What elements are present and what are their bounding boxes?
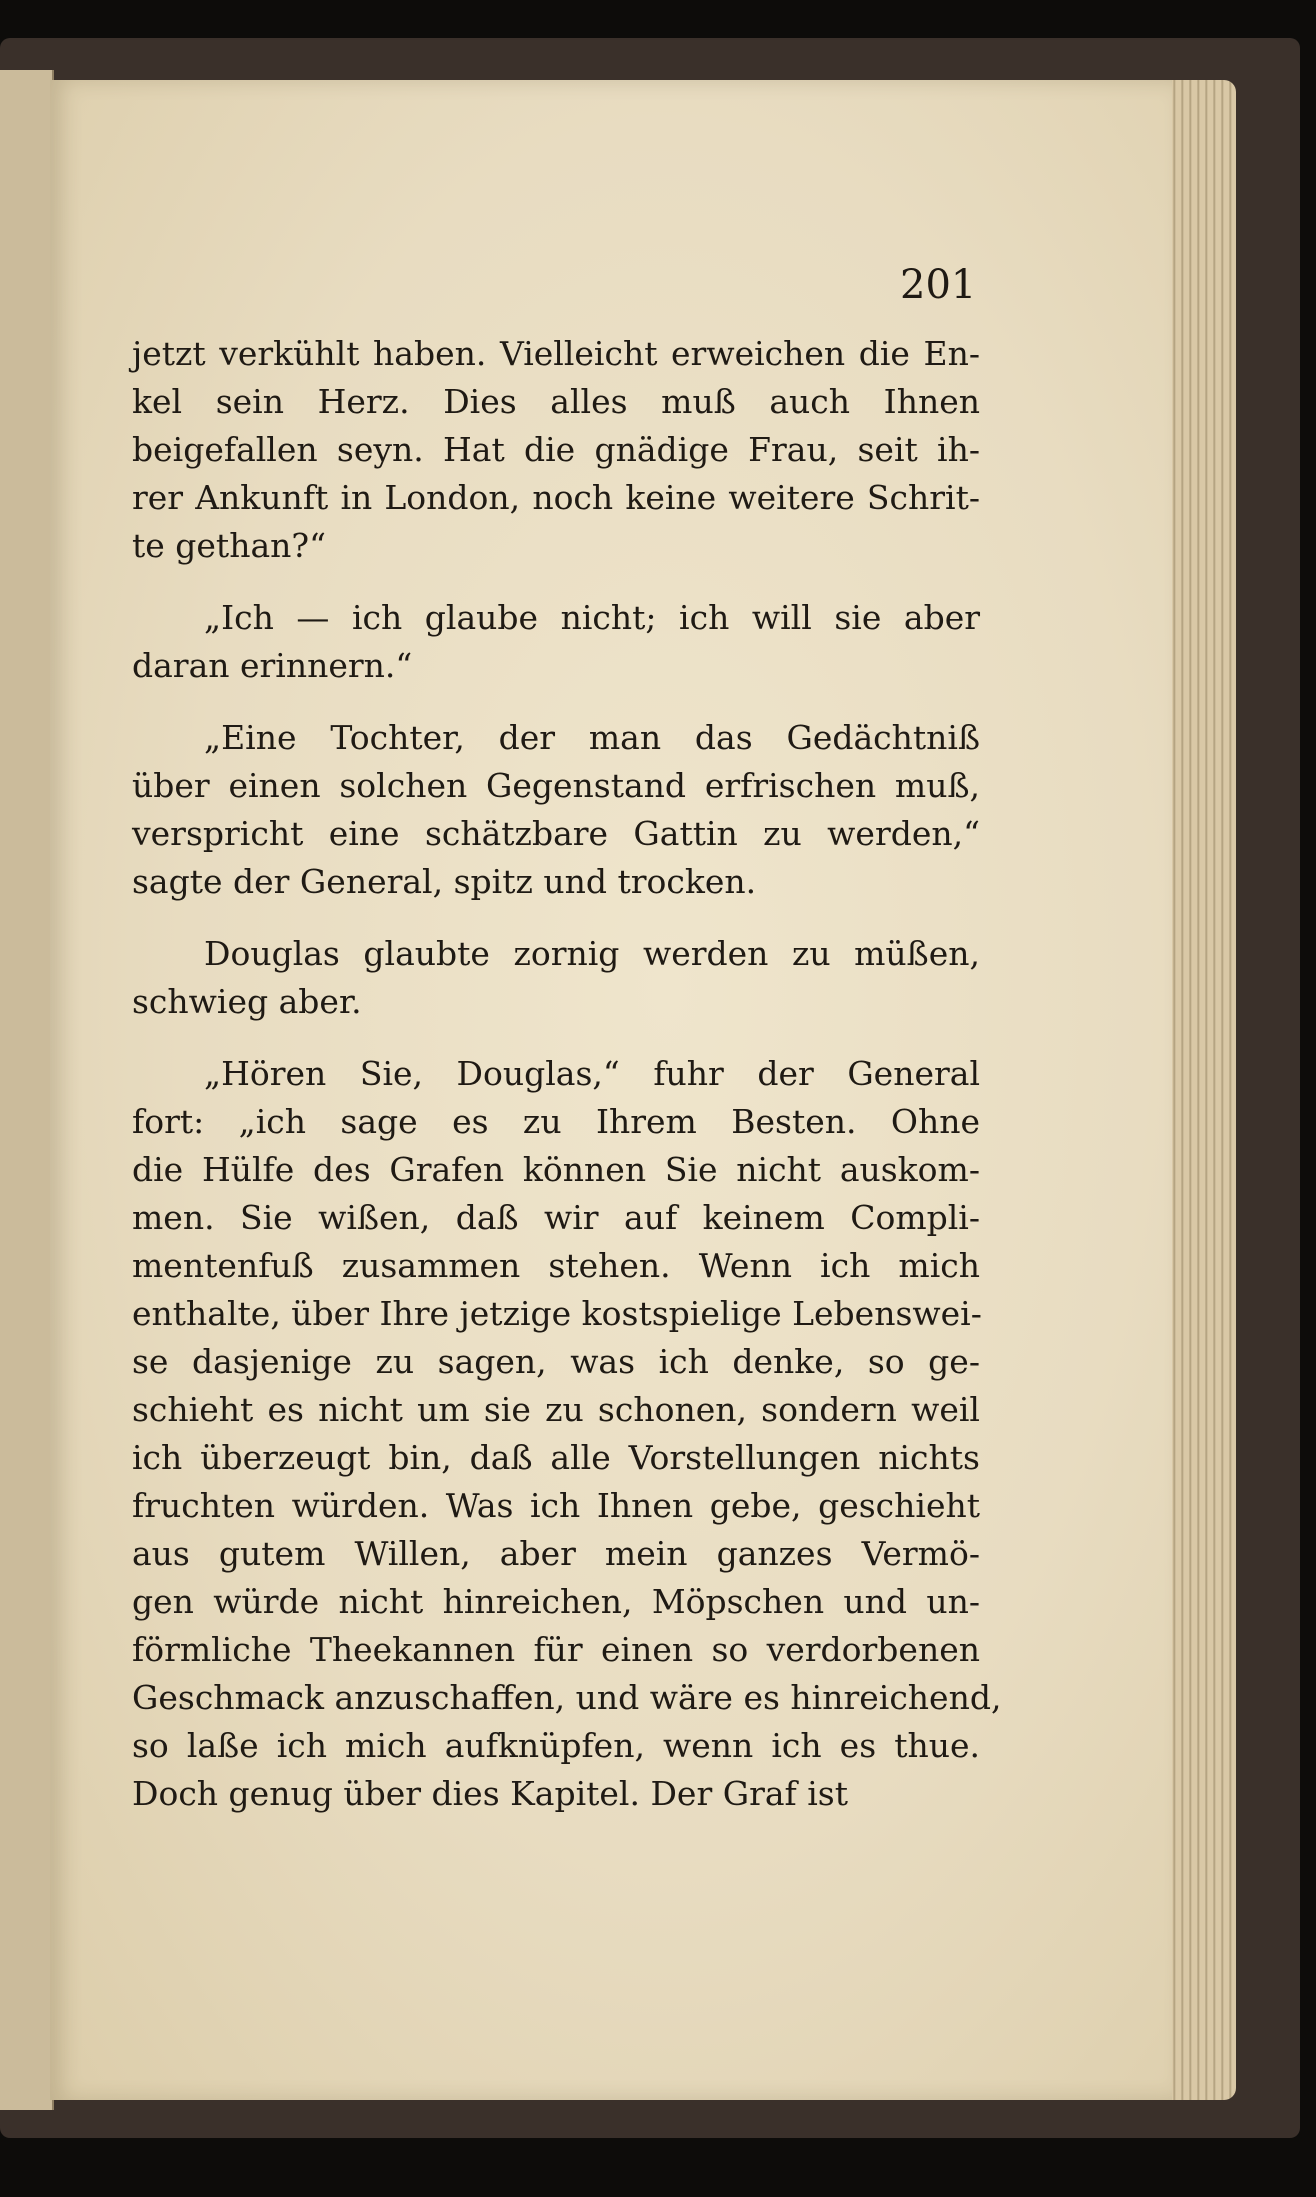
- paragraph: [132, 330, 980, 570]
- text-line: „Eine Tochter, der man das Gedächtniß: [204, 718, 980, 757]
- text-line: rer Ankunft in London, noch keine weitere Schrit-: [132, 478, 980, 517]
- text-line: „Hören Sie, Douglas,“ fuhr der General: [204, 1054, 980, 1093]
- text-line: beigefallen seyn. Hat die gnädige Frau, seit ih-: [132, 430, 980, 469]
- text-line: über einen solchen Gegenstand erfrischen muß,: [132, 766, 980, 805]
- text-line: sagte der General, spitz und trocken.: [132, 862, 757, 901]
- text-line: ich überzeugt bin, daß alle Vorstellungen nichts: [132, 1438, 980, 1477]
- body-text: [132, 330, 1002, 1842]
- text-line: so laße ich mich aufknüpfen, wenn ich es thue.: [132, 1726, 980, 1765]
- text-line: schieht es nicht um sie zu schonen, sondern weil: [132, 1390, 980, 1429]
- text-line: Doch genug über dies Kapitel. Der Graf ist: [132, 1774, 848, 1813]
- text-line: fort: „ich sage es zu Ihrem Besten. Ohne: [132, 1102, 980, 1141]
- previous-page-edge: [0, 70, 54, 2110]
- text-line: mentenfuß zusammen stehen. Wenn ich mich: [132, 1246, 980, 1285]
- text-line: enthalte, über Ihre jetzige kostspielige Lebenswei-: [132, 1294, 982, 1333]
- text-line: jetzt verkühlt haben. Vielleicht erweichen die En-: [132, 334, 980, 373]
- text-line: verspricht eine schätzbare Gattin zu werden,“: [132, 814, 980, 853]
- text-line: men. Sie wißen, daß wir auf keinem Compli-: [132, 1198, 980, 1237]
- paragraph: [132, 714, 980, 906]
- text-line: daran erinnern.“: [132, 646, 413, 685]
- page-number: 201: [900, 262, 977, 308]
- text-line: kel sein Herz. Dies alles muß auch Ihnen: [132, 382, 980, 421]
- paragraph: [132, 930, 980, 1026]
- paragraph: [132, 594, 980, 690]
- text-line: fruchten würden. Was ich Ihnen gebe, geschieht: [132, 1486, 980, 1525]
- text-line: aus gutem Willen, aber mein ganzes Vermö-: [132, 1534, 980, 1573]
- text-line: die Hülfe des Grafen können Sie nicht auskom-: [132, 1150, 980, 1189]
- text-line: gen würde nicht hinreichen, Möpschen und un-: [132, 1582, 980, 1621]
- paragraph: [132, 1050, 1002, 1818]
- text-line: förmliche Theekannen für einen so verdorbenen: [132, 1630, 980, 1669]
- text-line: „Ich — ich glaube nicht; ich will sie aber: [204, 598, 980, 637]
- text-line: Douglas glaubte zornig werden zu müßen,: [204, 934, 980, 973]
- text-line: Geschmack anzuschaffen, und wäre es hinreichend,: [132, 1678, 1002, 1717]
- text-line: se dasjenige zu sagen, was ich denke, so ge-: [132, 1342, 980, 1381]
- text-line: te gethan?“: [132, 526, 326, 565]
- text-line: schwieg aber.: [132, 982, 362, 1021]
